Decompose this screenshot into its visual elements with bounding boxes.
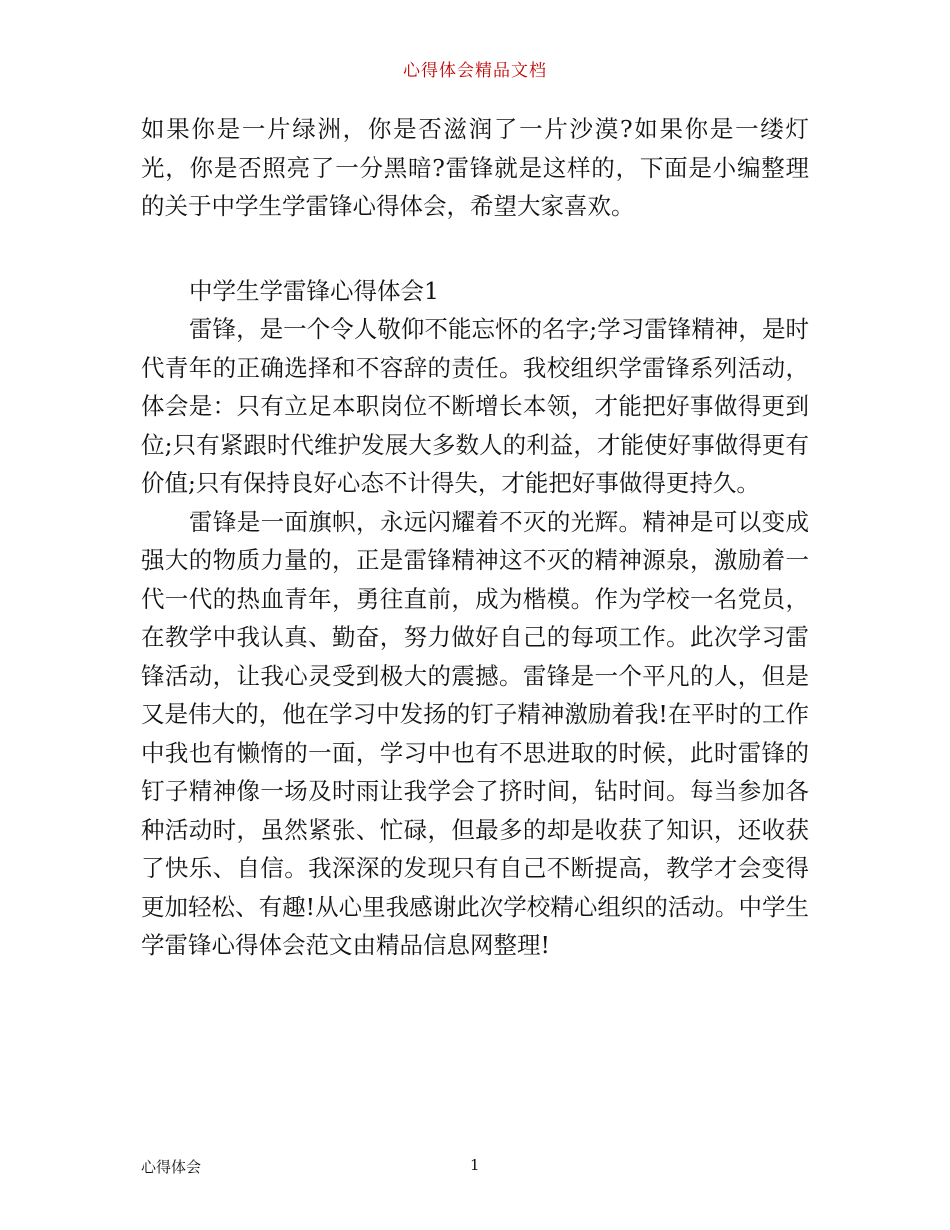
section-title: 中学生学雷锋心得体会1 <box>189 276 439 305</box>
footer-label: 心得体会 <box>141 1158 202 1176</box>
page-number: 1 <box>470 1156 480 1174</box>
header-title: 心得体会精品文档 <box>403 61 547 81</box>
body-paragraph-2: 雷锋是一面旗帜，永远闪耀着不灭的光辉。精神是可以变成强大的物质力量的，正是雷锋精神这不灭的精神源泉，激励着一代一代的热血青年，勇往直前，成为楷模。作为学校一名党员，在教学中我认真、勤奋，努力做好自己的每项工作。此次学习雷锋活动，让我心灵受到极大的震撼。雷锋是一个平凡的人，但是又是伟大的，他在学习中发扬的钉子精神激励着我!在平时的工作中我也有懒惰的一面，学习中也有不思进取的时候，此时雷锋的钉子精神像一场及时雨让我学会了挤时间，钻时间。每当参加各种活动时，虽然紧张、忙碌，但最多的却是收获了知识，还收获了快乐、自信。我深深的发现只有自己不断提高，教学才会变得更加轻松、有趣!从心里我感谢此次学校精心组织的活动。中学生学雷锋心得体会范文由精品信息网整理! <box>141 507 809 959</box>
document-body <box>141 110 809 965</box>
paragraph-gap <box>141 226 809 272</box>
intro-paragraph: 如果你是一片绿洲，你是否滋润了一片沙漠?如果你是一缕灯光，你是否照亮了一分黑暗?雷锋就是这样的，下面是小编整理的关于中学生学雷锋心得体会，希望大家喜欢。 <box>141 115 809 220</box>
body-paragraph-1: 雷锋，是一个令人敬仰不能忘怀的名字;学习雷锋精神，是时代青年的正确选择和不容辞的责任。我校组织学雷锋系列活动，体会是：只有立足本职岗位不断增长本领，才能把好事做得更到位;只有紧跟时代维护发展大多数人的利益，才能使好事做得更有价值;只有保持良好心态不计得失，才能把好事做得更持久。 <box>141 315 809 497</box>
